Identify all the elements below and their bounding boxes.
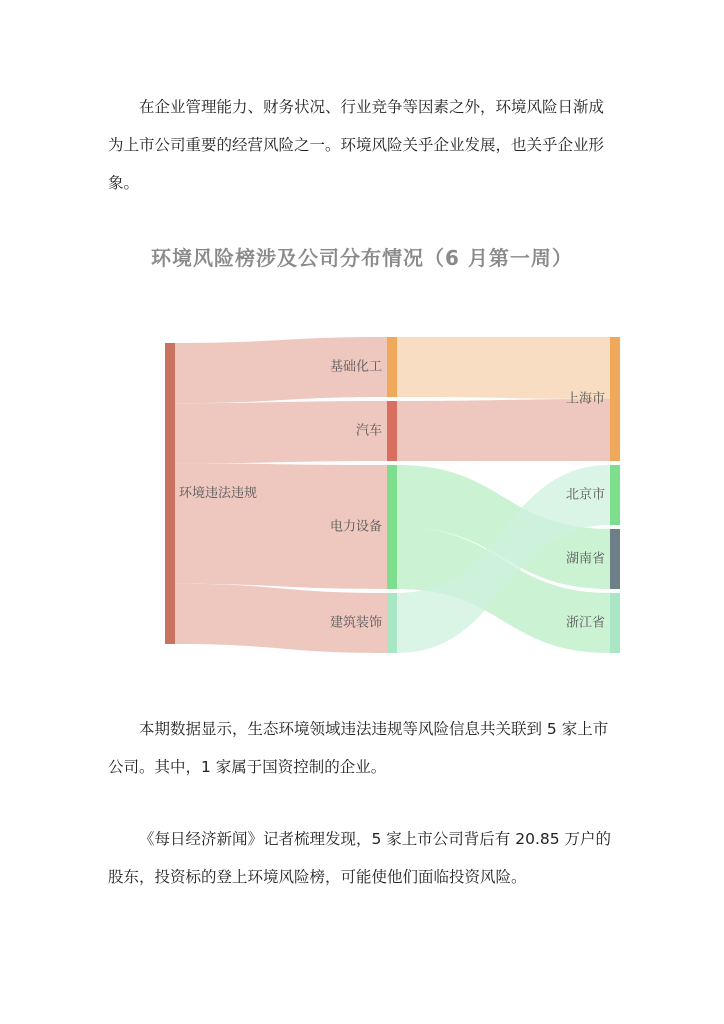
sankey-label-2: 汽车: [355, 423, 382, 439]
sankey-node-3[interactable]: [387, 465, 397, 589]
sankey-label-8: 浙江省: [565, 615, 605, 631]
data-paragraph: 本期数据显示，生态环境领域违法违规等风险信息共关联到 5 家上市公司。其中，1 家属于国资控制的企业。: [108, 720, 609, 776]
sankey-label-0: 环境违法违规: [179, 486, 258, 501]
chart-title: 环境风险榜涉及公司分布情况（6 月第一周）: [151, 246, 573, 270]
sankey-node-1[interactable]: [387, 337, 397, 397]
sankey-node-5[interactable]: [610, 337, 620, 461]
finding-paragraph: 《每日经济新闻》记者梳理发现，5 家上市公司背后有 20.85 万户的股东，投资标的登上环境风险榜，可能使他们面临投资风险。: [108, 830, 612, 886]
sankey-node-6[interactable]: [610, 465, 620, 525]
intro-paragraph: 在企业管理能力、财务状况、行业竞争等因素之外，环境风险日渐成为上市公司重要的经营风险之一。环境风险关乎企业发展，也关乎企业形象。: [108, 98, 605, 192]
sankey-label-5: 上海市: [565, 391, 605, 407]
sankey-node-0[interactable]: [165, 343, 175, 644]
sankey-node-4[interactable]: [387, 593, 397, 653]
sankey-link-5: [397, 399, 610, 461]
sankey-label-3: 电力设备: [329, 519, 382, 535]
sankey-chart: [0, 320, 724, 670]
sankey-link-4: [397, 337, 610, 399]
sankey-label-4: 建筑装饰: [329, 615, 382, 631]
sankey-label-6: 北京市: [565, 487, 605, 503]
sankey-node-7[interactable]: [610, 529, 620, 589]
sankey-label-1: 基础化工: [329, 359, 382, 375]
sankey-label-7: 湖南省: [565, 551, 605, 567]
sankey-node-8[interactable]: [610, 593, 620, 653]
sankey-node-2[interactable]: [387, 401, 397, 461]
